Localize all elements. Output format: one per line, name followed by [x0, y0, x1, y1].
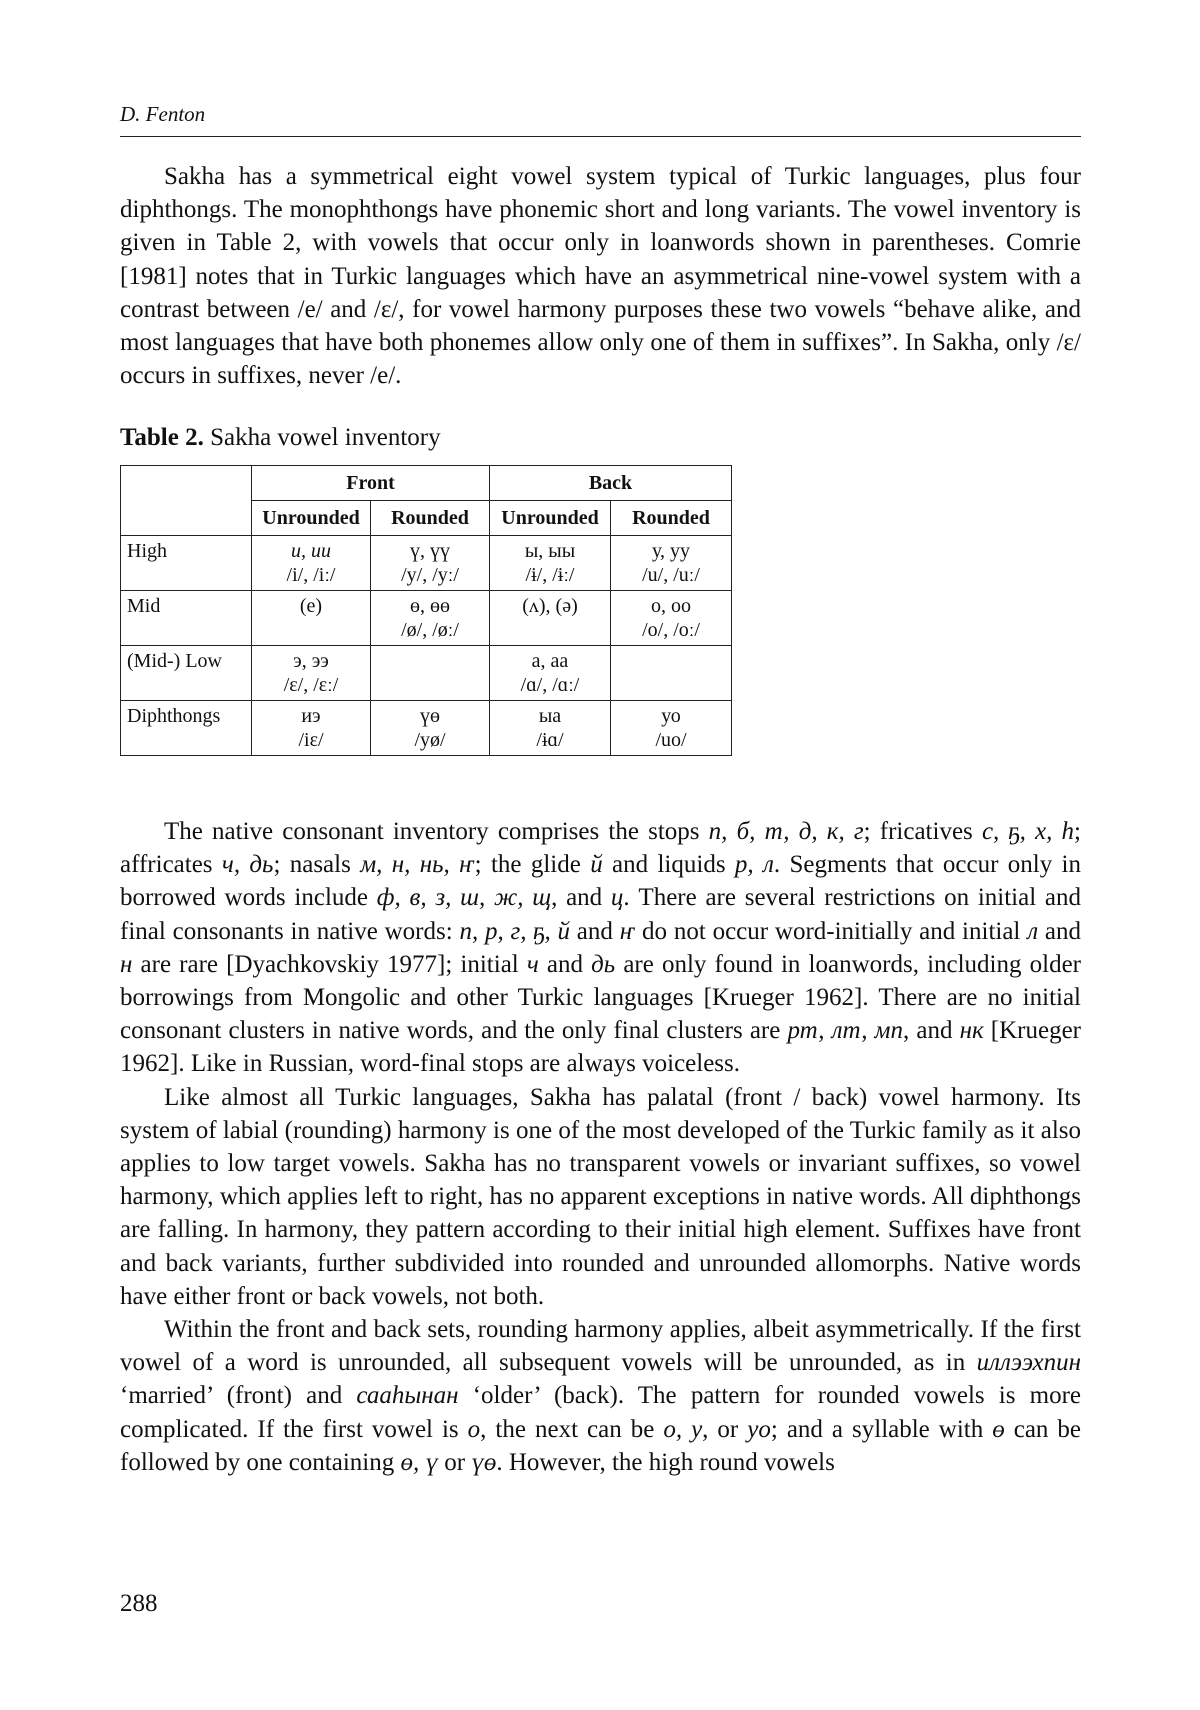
- table-caption-text: Sakha vowel inventory: [210, 424, 441, 451]
- table-corner-cell: [121, 466, 252, 536]
- table-cell: э, ээ /ɛ/, /ɛː/: [252, 646, 371, 701]
- subheader-back-unrounded: Unrounded: [490, 501, 611, 536]
- row-label: (Mid-) Low: [121, 646, 252, 701]
- paragraph-rounding-harmony: Within the front and back sets, rounding harmony applies, albeit asymmetrically. If the first vowel of a word is unrounded, all subsequent vowels will be unrounded, as in иллээхпин ‘married’ (front) and сааһынан ‘older’ (back). The pattern for rounded vowels is more complicated. If the first vowel is о, the next can be о, у, or уо; and a syllable with ө can be followed by one containing ө, ү or үө. However, the high round vowels: [120, 1316, 1082, 1476]
- running-head: D. Fenton: [120, 102, 1081, 137]
- row-label: High: [121, 536, 252, 591]
- body-text: [120, 815, 1081, 1479]
- table-row-low: [121, 646, 732, 701]
- table-cell: и, ии /i/, /iː/: [252, 536, 371, 591]
- vowel-inventory-table: [120, 465, 732, 756]
- table-cell: у, уу /u/, /uː/: [611, 536, 732, 591]
- header-back: Back: [490, 466, 732, 501]
- table-caption-label: Table 2.: [120, 424, 204, 451]
- paragraph-vowel-harmony: Like almost all Turkic languages, Sakha has palatal (front / back) vowel harmony. Its system of labial (rounding) harmony is one of the most developed of the Turkic family as it also applies to low target vowels. Sakha has no transparent vowels or invariant suffixes, so vowel harmony, which applies left to right, has no apparent exceptions in native words. All diphthongs are falling. In harmony, they pattern according to their initial high element. Suffixes have front and back variants, further subdivided into rounded and unrounded allomorphs. Native words have either front or back vowels, not both.: [120, 1083, 1081, 1310]
- table-cell: ү, үү /y/, /yː/: [371, 536, 490, 591]
- table-row-diphthongs: [121, 701, 732, 756]
- table-header-row: [121, 466, 732, 501]
- subheader-front-rounded: Rounded: [371, 501, 490, 536]
- table-row-mid: [121, 591, 732, 646]
- table-cell: уо /uo/: [611, 701, 732, 756]
- table-cell: [371, 646, 490, 701]
- table-row-high: [121, 536, 732, 591]
- table-cell: ыа /ɨɑ/: [490, 701, 611, 756]
- paragraph-vowel-system: Sakha has a symmetrical eight vowel system typical of Turkic languages, plus four diphthongs. The monophthongs have phonemic short and long variants. The vowel inventory is given in Table 2, with vowels that occur only in loanwords shown in parentheses. Comrie [1981] notes that in Turkic languages which have an asymmetrical nine-vowel system with a contrast between /e/ and /ɛ/, for vowel harmony purposes these two vowels “behave alike, and most languages that have both phonemes allow only one of them in suffixes”. In Sakha, only /ɛ/ occurs in suffixes, never /e/.: [120, 163, 1081, 390]
- row-label: Diphthongs: [121, 701, 252, 756]
- table-cell: ө, өө /ø/, /øː/: [371, 591, 490, 646]
- table-cell: ы, ыы /ɨ/, /ɨː/: [490, 536, 611, 591]
- table-cell: (ʌ), (ə): [490, 591, 611, 646]
- paragraph-consonants: The native consonant inventory comprises the stops п, б, т, д, к, г; fricatives с, ҕ, х, һ; affricates ч, дь; nasals м, н, нь, ҥ; the glide й and liquids р, л. Segments that occur only in borrowed words include ф, в, з, ш, ж, щ, and ц. There are several restrictions on initial and final consonants in native words: п, р, г, ҕ, й and ҥ do not occur word-initially and initial л and н are rare [Dyachkovskiy 1977]; initial ч and дь are only found in loanwords, including older borrowings from Mongolic and other Turkic languages [Krueger 1962]. There are no initial consonant clusters in native words, and the only final clusters are рт, лт, мп, and нк [Krueger 1962]. Like in Russian, word-final stops are always voiceless.: [120, 818, 1081, 1078]
- table-cell: о, оо /o/, /oː/: [611, 591, 732, 646]
- page-number: 288: [120, 1590, 158, 1617]
- subheader-back-rounded: Rounded: [611, 501, 732, 536]
- header-front: Front: [252, 466, 490, 501]
- table-cell: (e): [252, 591, 371, 646]
- table-caption: [120, 424, 441, 452]
- table-cell: [611, 646, 732, 701]
- table-cell: иэ /iɛ/: [252, 701, 371, 756]
- row-label: Mid: [121, 591, 252, 646]
- subheader-front-unrounded: Unrounded: [252, 501, 371, 536]
- table-cell: а, аа /ɑ/, /ɑː/: [490, 646, 611, 701]
- table-cell: үө /yø/: [371, 701, 490, 756]
